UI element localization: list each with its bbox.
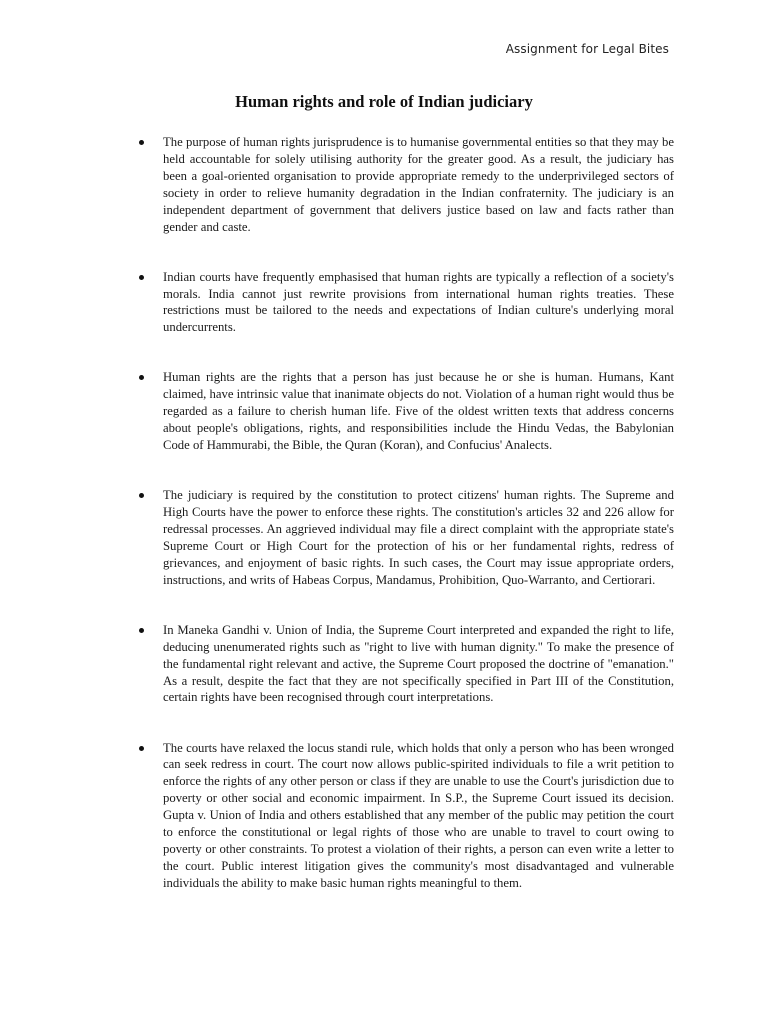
bullet-item (163, 134, 674, 235)
bullet-text: The judiciary is required by the constitution to protect citizens' human rights. The Supreme and High Courts have the power to enforce these rights. The constitution's articles 32 and 226 allow for redressal processes. An aggrieved individual may file a direct complaint with the appropriate state's Supreme Court or High Court for the protection of his or her fundamental rights, redress of grievances, and enjoyment of basic rights. In such cases, the Court may issue appropriate orders, instructions, and writs of Habeas Corpus, Mandamus, Prohibition, Quo-Warranto, and Certiorari. (163, 488, 674, 587)
bullet-text: In Maneka Gandhi v. Union of India, the Supreme Court interpreted and expanded the right to life, deducing unenumerated rights such as "right to live with human dignity." To make the presence of the fundamental right relevant and active, the Supreme Court proposed the doctrine of "emanation." As a result, despite the fact that they are not specifically specified in Part III of the Constitution, certain rights have been recognised through court interpretations. (163, 622, 674, 705)
bullet-text: Human rights are the rights that a person has just because he or she is human. Humans, Kant claimed, have intrinsic value that inanimate objects do not. Violation of a human right would thus be regarded as a failure to cherish human life. Five of the oldest written texts that address concerns about people's obligations, rights, and responsibilities include the Hindu Vedas, the Babylonian Code of Hammurabi, the Bible, the Quran (Koran), and Confucius' Analects. (163, 370, 674, 453)
header-note: Assignment for Legal Bites (505, 42, 669, 56)
document-title: Human rights and role of Indian judiciary (235, 92, 533, 111)
bullet-icon (139, 628, 144, 633)
bullet-icon (139, 140, 144, 145)
bullet-icon (139, 375, 144, 380)
bullet-icon (139, 493, 144, 498)
bullet-text: The purpose of human rights jurisprudence is to humanise governmental entities so that they may be held accountable for solely utilising authority for the greater good. As a result, the judiciary has been a goal-oriented organisation to provide appropriate remedy to the underprivileged sectors of society in order to relieve humanity degradation in the Indian confraternity. The judiciary is an independent department of government that delivers justice based on law and facts rather than gender and caste. (163, 135, 674, 234)
bullet-item (163, 487, 674, 588)
bullet-item (163, 269, 674, 337)
bullet-icon (139, 746, 144, 751)
bullet-text: The courts have relaxed the locus standi rule, which holds that only a person who has been wronged can seek redress in court. The court now allows public-spirited individuals to file a writ petition to enforce the rights of any other person or class if they are unable to use the Court's jurisdiction due to poverty or other social and economic impairment. In S.P., the Supreme Court issued its decision. Gupta v. Union of India and others established that any member of the public may petition the court to enforce the constitutional or legal rights of those who are unable to travel to court owing to poverty or other constraints. To protest a violation of their rights, a person can even write a letter to the court. Public interest litigation gives the community's most disadvantaged and vulnerable individuals the ability to make basic human rights meaningful to them. (163, 740, 674, 890)
bullet-item (163, 740, 674, 892)
bullet-list (163, 134, 674, 925)
bullet-item (163, 622, 674, 707)
bullet-item (163, 369, 674, 454)
bullet-icon (139, 275, 144, 280)
bullet-text: Indian courts have frequently emphasised that human rights are typically a reflection of a society's morals. India cannot just rewrite provisions from international human rights treaties. These restrictions must be tailored to the needs and expectations of Indian culture's underlying moral undercurrents. (163, 269, 674, 335)
